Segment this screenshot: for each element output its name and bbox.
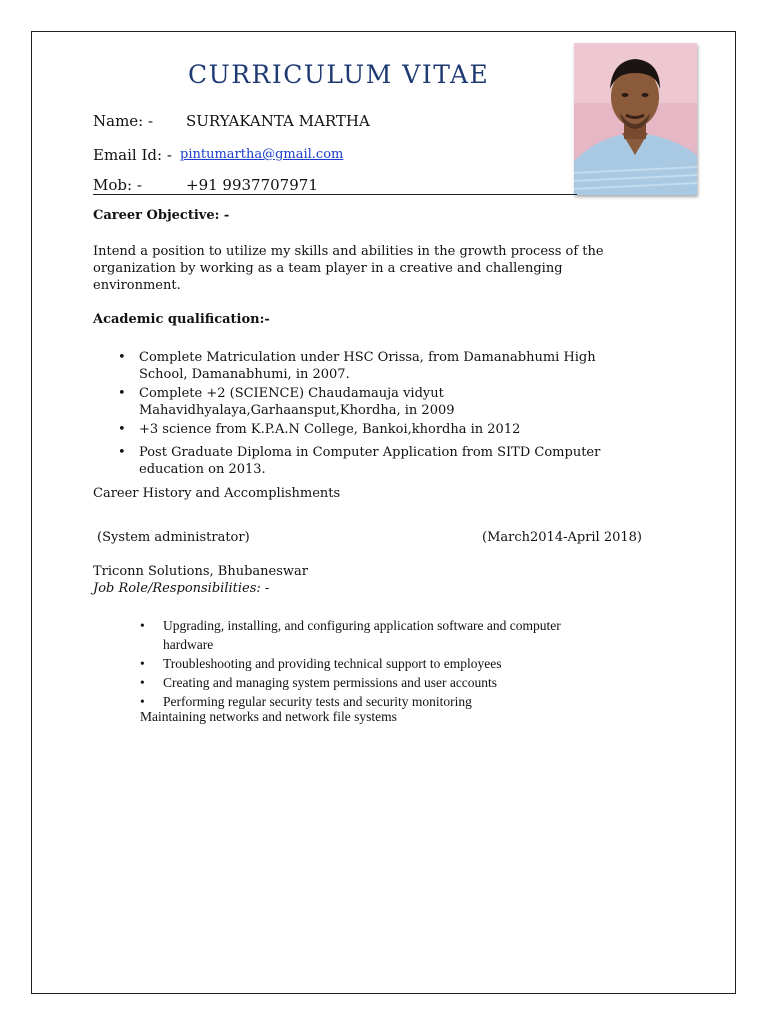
name-label: Name: - [93,112,154,130]
document-title: CURRICULUM VITAE [188,60,490,89]
responsibility-text: Performing regular security tests and security monitoring [163,694,472,709]
bullet-icon: • [140,675,145,690]
responsibility-text: Upgrading, installing, and configuring application software and computer hardware [163,618,561,652]
responsibilities-list [140,616,590,711]
job-title: (System administrator) [97,530,250,545]
list-item [118,385,618,419]
academic-item-text: Post Graduate Diploma in Computer Application from SITD Computer education on 2013. [139,445,601,477]
career-objective-heading: Career Objective: - [93,208,230,223]
list-item [118,421,618,438]
name-value: SURYAKANTA MARTHA [186,112,370,130]
responsibility-text: Creating and managing system permissions and user accounts [163,675,498,690]
list-item [140,673,590,692]
header-divider [93,194,577,195]
responsibility-text: Troubleshooting and providing technical support to employees [163,656,502,671]
bullet-icon: • [140,656,145,671]
career-objective-text: Intend a position to utilize my skills and abilities in the growth process of the organization by working as a team player in a creative and challenging environment. [93,244,604,293]
name-row [93,112,370,130]
list-item [140,616,590,654]
email-link[interactable]: pintumartha@gmail.com [180,147,344,162]
job-role-heading: Job Role/Responsibilities: - [93,581,270,596]
responsibility-trailing-line: Maintaining networks and network file systems [140,709,397,724]
mobile-value: +91 9937707971 [186,176,318,194]
academic-list [118,349,618,478]
bullet-icon: • [118,422,126,437]
bullet-icon: • [140,618,145,633]
job-period: (March2014-April 2018) [482,530,643,545]
academic-heading: Academic qualification:- [93,312,270,327]
email-row [93,146,344,164]
profile-photo [574,43,697,195]
email-label: Email Id: - [93,146,172,164]
list-item [118,444,618,478]
academic-item-text: Complete Matriculation under HSC Orissa, from Damanabhumi High School, Damanabhumi, in 2007. [139,350,596,382]
company-name: Triconn Solutions, Bhubaneswar [93,564,309,579]
mobile-label: Mob: - [93,176,142,194]
bullet-icon: • [118,445,126,460]
mobile-row [93,176,318,194]
career-history-heading: Career History and Accomplishments [93,486,341,501]
academic-item-text: Complete +2 (SCIENCE) Chaudamauja vidyut Mahavidhyalaya,Garhaansput,Khordha, in 2009 [139,386,455,418]
bullet-icon: • [118,350,126,365]
bullet-icon: • [140,694,145,709]
list-item [140,654,590,673]
list-item [118,349,618,383]
academic-item-text: +3 science from K.P.A.N College, Bankoi,khordha in 2012 [139,422,521,437]
bullet-icon: • [118,386,126,401]
